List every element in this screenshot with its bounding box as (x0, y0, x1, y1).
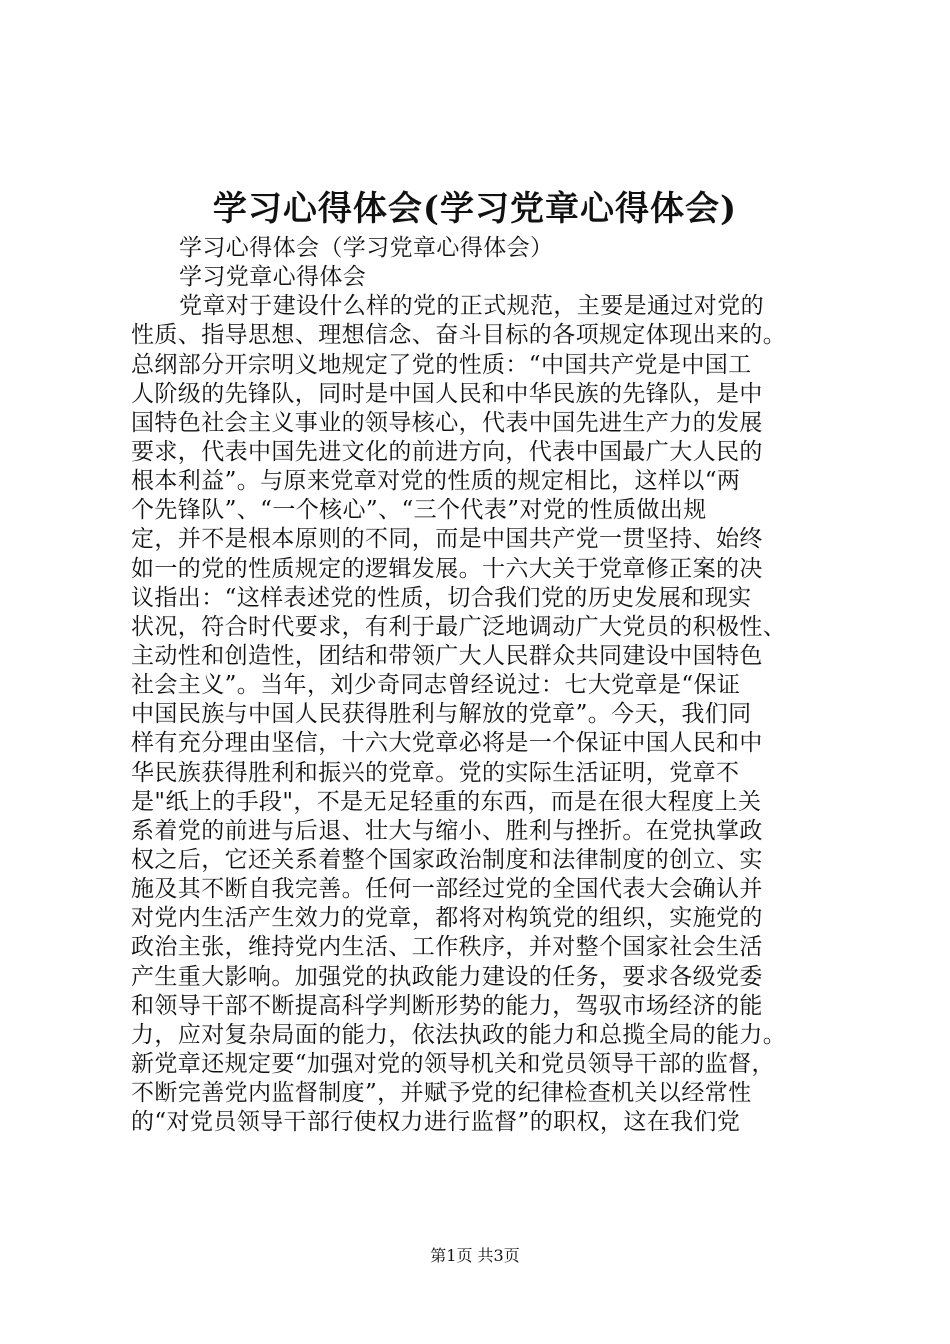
body-line: 中国民族与中国人民获得胜利与解放的党章”。今天，我们同 (131, 701, 752, 728)
body-line: 人阶级的先锋队，同时是中国人民和中华民族的先锋队，是中 (131, 380, 763, 407)
body-line: 力，应对复杂局面的能力，依法执政的能力和总揽全局的能力。 (131, 1021, 787, 1048)
body-line: 总纲部分开宗明义地规定了党的性质：“中国共产党是中国工 (131, 351, 752, 378)
body-line: 个先锋队”、“一个核心”、“三个代表”对党的性质做出规 (131, 497, 707, 524)
body-line: 议指出：“这样表述党的性质，切合我们党的历史发展和现实 (131, 584, 752, 611)
document-body (131, 234, 831, 1137)
body-line: 对党内生活产生效力的党章，都将对构筑党的组织，实施党的 (131, 905, 763, 932)
body-line: 学习心得体会（学习党章心得体会） (179, 235, 554, 261)
body-line: 如一的党的性质规定的逻辑发展。十六大关于党章修正案的决 (131, 555, 763, 582)
body-line: 新党章还规定要“加强对党的领导机关和党员领导干部的监督， (131, 1050, 775, 1077)
body-line: 主动性和创造性，团结和带领广大人民群众共同建设中国特色 (131, 642, 763, 669)
body-line: 权之后，它还关系着整个国家政治制度和法律制度的创立、实 (131, 846, 763, 873)
page-footer: 第1页 共3页 (430, 1246, 520, 1265)
body-line: 样有充分理由坚信，十六大党章必将是一个保证中国人民和中 (131, 730, 763, 757)
body-line: 华民族获得胜利和振兴的党章。党的实际生活证明，党章不 (131, 759, 740, 786)
body-line: 政治主张，维持党内生活、工作秩序，并对整个国家社会生活 (131, 934, 763, 961)
body-line: 系着党的前进与后退、壮大与缩小、胜利与挫折。在党执掌政 (131, 817, 763, 844)
body-line: 性质、指导思想、理想信念、奋斗目标的各项规定体现出来的。 (131, 322, 787, 349)
body-line: 状况，符合时代要求，有利于最广泛地调动广大党员的积极性、 (131, 613, 787, 640)
body-line: 施及其不断自我完善。任何一部经过党的全国代表大会确认并 (131, 876, 763, 903)
body-line: 产生重大影响。加强党的执政能力建设的任务，要求各级党委 (131, 963, 763, 990)
body-line: 定，并不是根本原则的不同，而是中国共产党一贯坚持、始终 (131, 526, 763, 553)
body-line: 是"纸上的手段"，不是无足轻重的东西，而是在很大程度上关 (131, 788, 762, 815)
body-line: 国特色社会主义事业的领导核心，代表中国先进生产力的发展 (131, 409, 763, 436)
body-line: 学习党章心得体会 (179, 264, 367, 291)
body-line: 要求，代表中国先进文化的前进方向，代表中国最广大人民的 (131, 438, 763, 465)
document-title: 学习心得体会(学习党章心得体会) (212, 189, 738, 229)
body-line: 党章对于建设什么样的党的正式规范，主要是通过对党的 (179, 293, 764, 320)
body-line: 社会主义”。当年，刘少奇同志曾经说过：七大党章是“保证 (131, 672, 741, 699)
body-line: 的“对党员领导干部行使权力进行监督”的职权，这在我们党 (131, 1109, 741, 1136)
body-line: 不断完善党内监督制度”，并赋予党的纪律检查机关以经常性 (131, 1080, 752, 1107)
body-line: 根本利益”。与原来党章对党的性质的规定相比，这样以“两 (131, 468, 741, 495)
body-line: 和领导干部不断提高科学判断形势的能力，驾驭市场经济的能 (131, 992, 763, 1019)
